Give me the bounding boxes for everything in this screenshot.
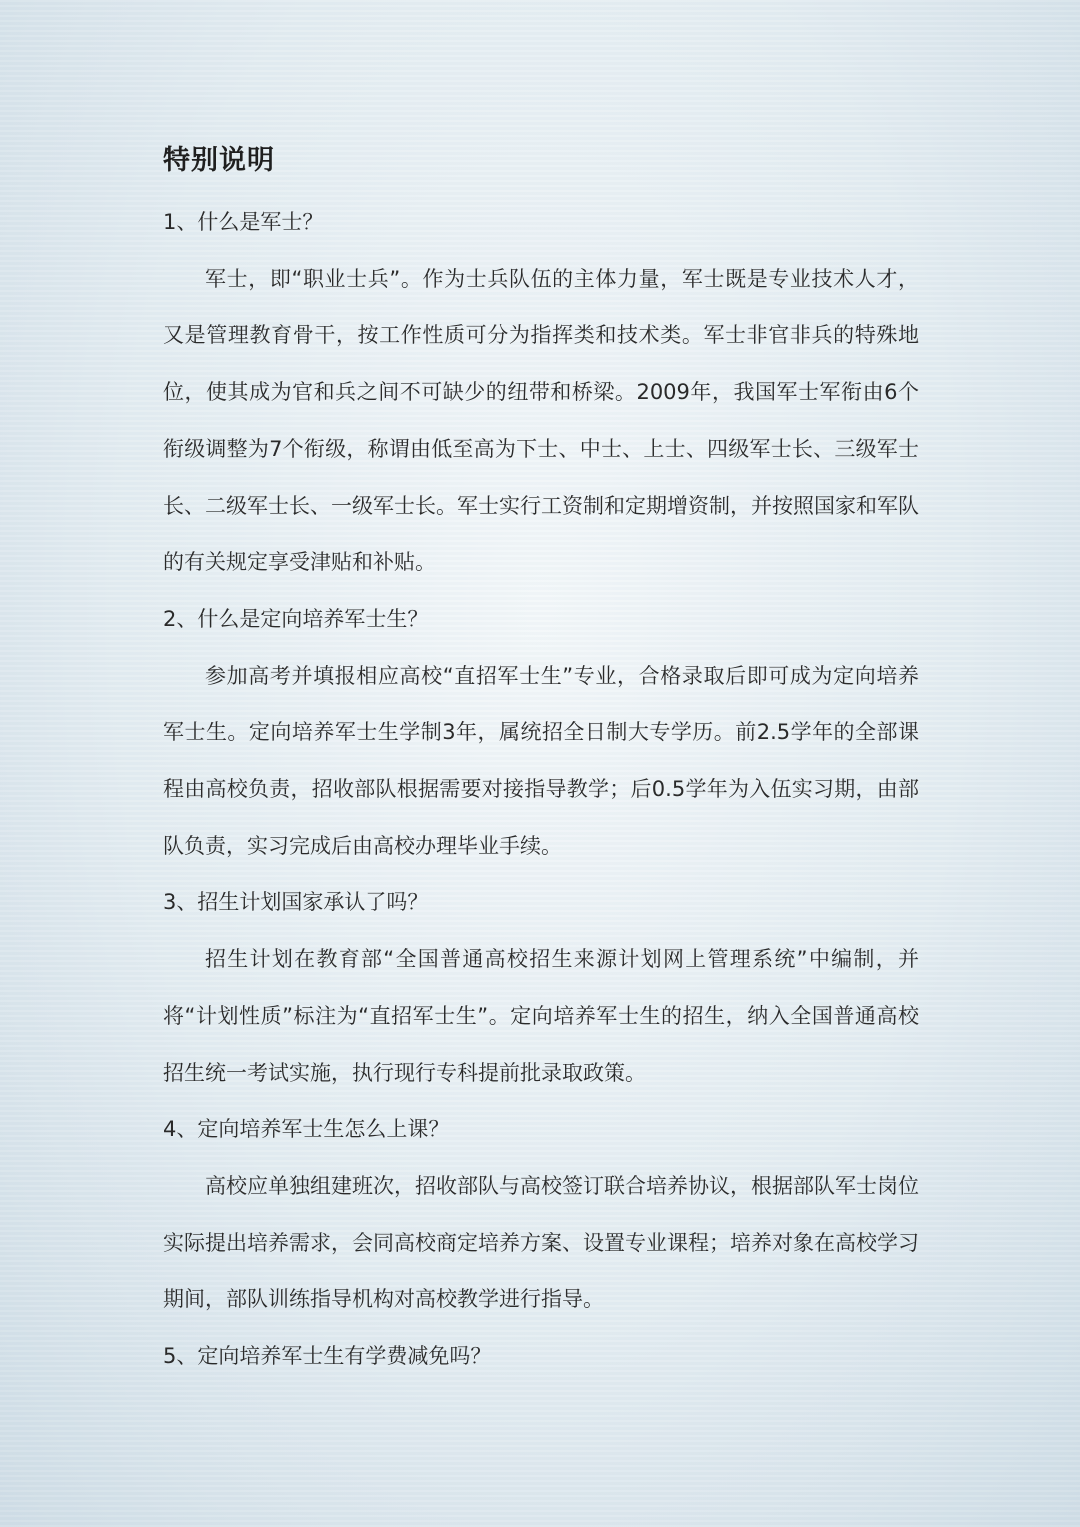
question-1: 1、什么是军士？ <box>163 210 324 234</box>
question-4: 4、定向培养军士生怎么上课？ <box>163 1117 450 1142</box>
question-3: 3、招生计划国家承认了吗？ <box>163 890 429 915</box>
question-2: 2、什么是定向培养军士生？ <box>163 606 429 631</box>
answer-3: 招生计划在教育部“全国普通高校招生来源计划网上管理系统”中编制，并将“计划性质”标注为“直招军士生”。定向培养军士生的招生，纳入全国普通高校招生统一考试实施，执行现行专科提前批录取政策。 <box>163 947 919 1085</box>
section-3 <box>163 874 919 1101</box>
section-4 <box>163 1101 919 1328</box>
answer-4: 高校应单独组建班次，招收部队与高校签订联合培养协议，根据部队军士岗位实际提出培养需求，会同高校商定培养方案、设置专业课程；培养对象在高校学习期间，部队训练指导机构对高校教学进行指导。 <box>163 1173 919 1312</box>
question-5: 5、定向培养军士生有学费减免吗？ <box>163 1344 492 1368</box>
section-2 <box>163 591 919 875</box>
section-5 <box>163 1328 919 1385</box>
section-1 <box>163 194 919 591</box>
document-content <box>163 138 919 1385</box>
document-title: 特别说明 <box>163 145 275 176</box>
answer-2: 参加高考并填报相应高校“直招军士生”专业，合格录取后即可成为定向培养军士生。定向培养军士生学制3年，属统招全日制大专学历。前2.5学年的全部课程由高校负责，招收部队根据需要对接指导教学；后0.5学年为入伍实习期，由部队负责，实习完成后由高校办理毕业手续。 <box>163 663 919 858</box>
answer-1: 军士，即“职业士兵”。作为士兵队伍的主体力量，军士既是专业技术人才，又是管理教育骨干，按工作性质可分为指挥类和技术类。军士非官非兵的特殊地位，使其成为官和兵之间不可缺少的纽带和桥梁。2009年，我国军士军衔由6个衔级调整为7个衔级，称谓由低至高为下士、中士、上士、四级军士长、三级军士长、二级军士长、一级军士长。军士实行工资制和定期增资制，并按照国家和军队的有关规定享受津贴和补贴。 <box>163 266 919 575</box>
